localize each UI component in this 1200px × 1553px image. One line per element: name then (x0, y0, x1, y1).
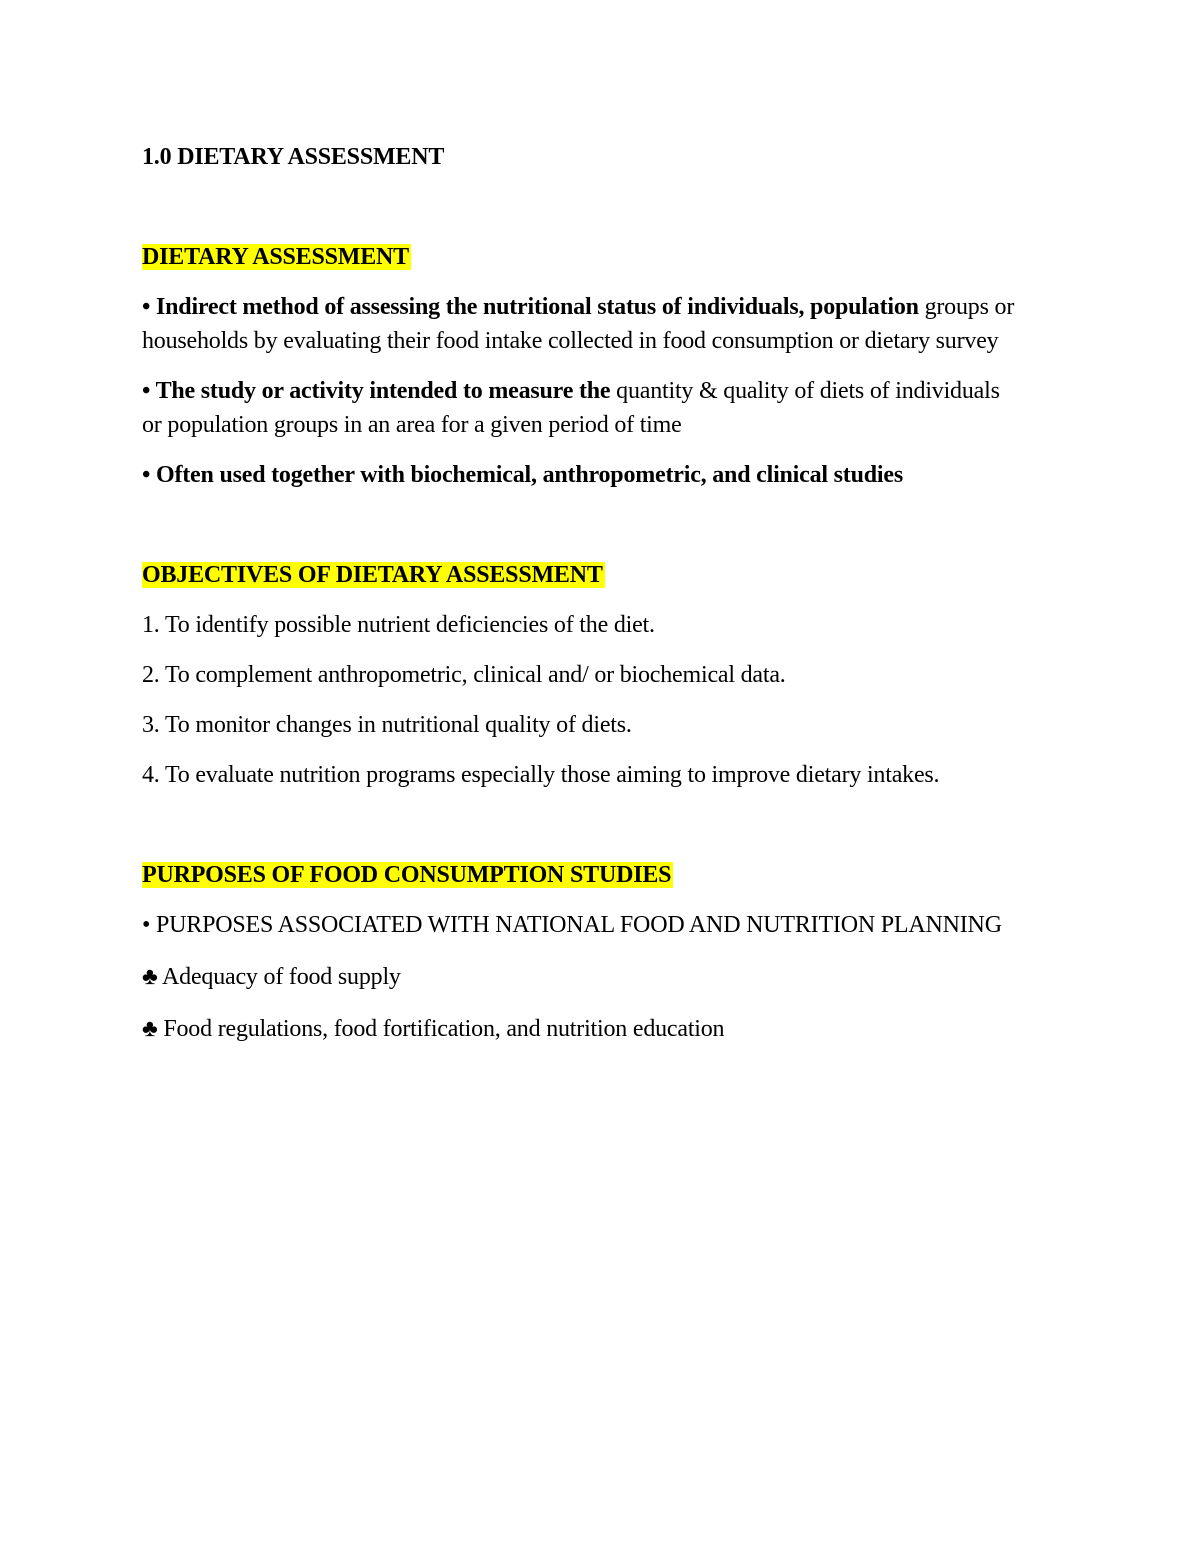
highlighted-heading-text: OBJECTIVES OF DIETARY ASSESSMENT (142, 562, 603, 588)
bullet-paragraph (142, 374, 1022, 442)
club-bullet-item: ♣ Adequacy of food supply (142, 964, 401, 990)
numbered-item: 1. To identify possible nutrient deficiencies of the diet. (142, 612, 655, 638)
highlighted-heading-text: DIETARY ASSESSMENT (142, 244, 409, 270)
numbered-item: 2. To complement anthropometric, clinical and/ or biochemical data. (142, 662, 786, 688)
bullet-regular-text: groups or households by evaluating their food intake collected in food consumption or dietary survey (142, 294, 1015, 354)
bullet-bold-text: • Indirect method of assessing the nutritional status of individuals, population (142, 294, 919, 320)
section-objectives (142, 558, 1022, 792)
document-title: 1.0 DIETARY ASSESSMENT (142, 144, 445, 170)
section-dietary-assessment (142, 240, 1022, 492)
section-heading (142, 240, 1022, 274)
section-heading (142, 558, 1022, 592)
bullet-regular-text: quantity & quality of diets of individuals or population groups in an area for a given period of time (142, 378, 1000, 438)
bullet-bold-text: • Often used together with biochemical, anthropometric, and clinical studies (142, 462, 903, 488)
document-content (142, 140, 1022, 1046)
club-bullet-item: ♣ Food regulations, food fortification, and nutrition education (142, 1016, 725, 1042)
bullet-bold-text: • The study or activity intended to measure the (142, 378, 611, 404)
section-purposes (142, 858, 1022, 1046)
bullet-paragraph (142, 290, 1022, 358)
numbered-item: 4. To evaluate nutrition programs especially those aiming to improve dietary intakes. (142, 762, 940, 788)
bullet-paragraph (142, 458, 1022, 492)
numbered-item: 3. To monitor changes in nutritional quality of diets. (142, 712, 632, 738)
section-heading (142, 858, 1022, 892)
bullet-paragraph: • PURPOSES ASSOCIATED WITH NATIONAL FOOD AND NUTRITION PLANNING (142, 912, 1002, 938)
highlighted-heading-text: PURPOSES OF FOOD CONSUMPTION STUDIES (142, 862, 672, 888)
